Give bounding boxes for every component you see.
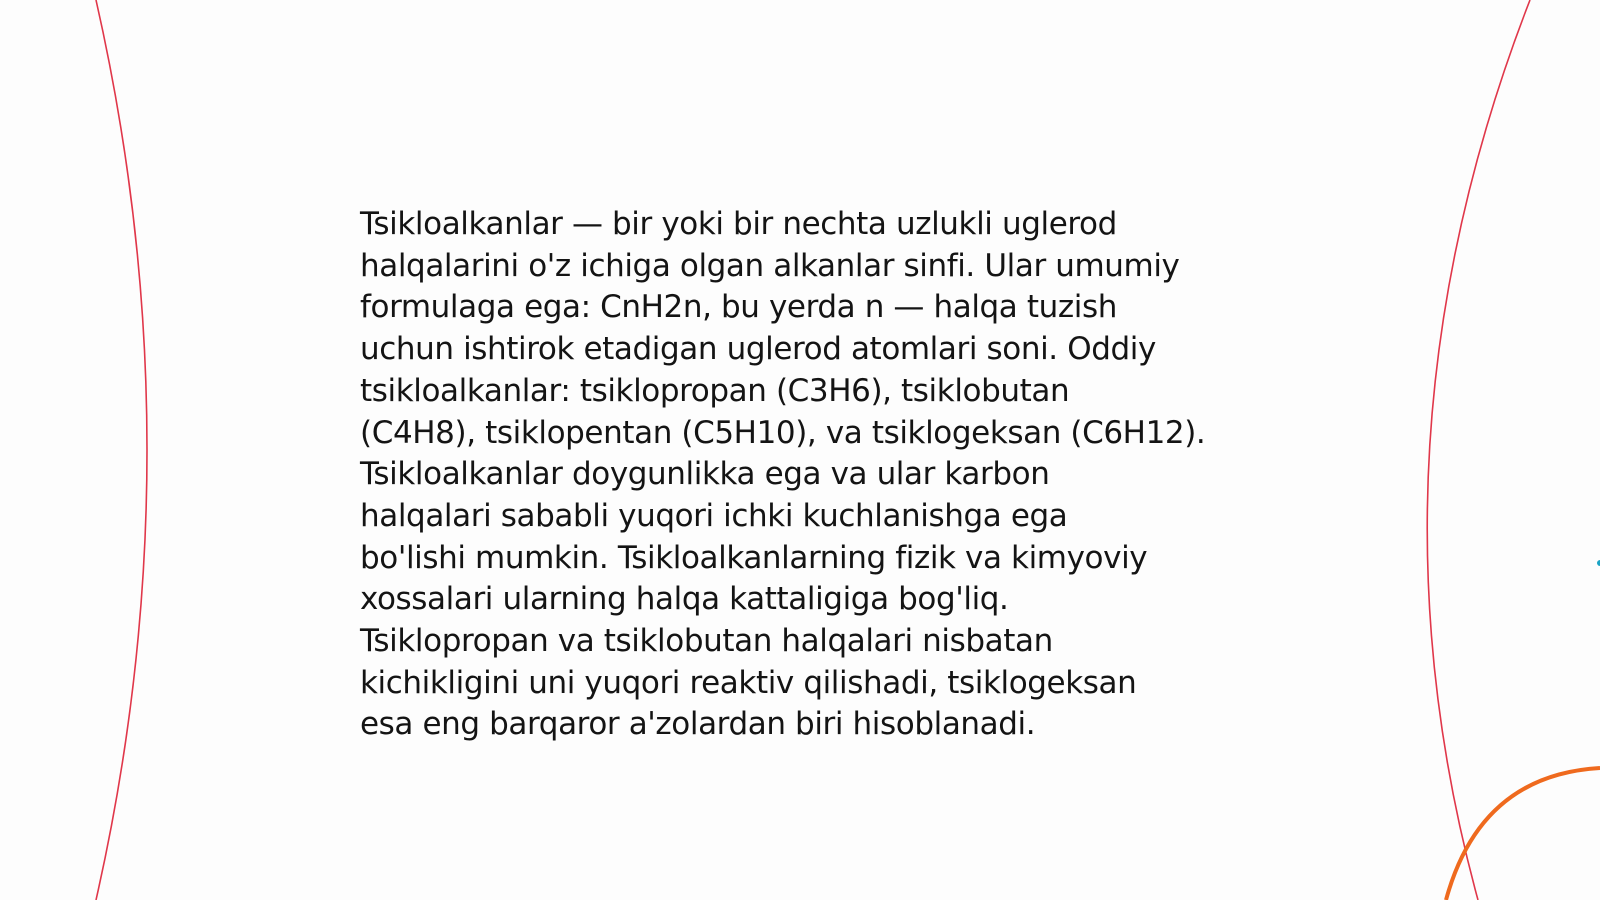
paragraph-line: halqalarini o'z ichiga olgan alkanlar sinfi. Ular umumiy: [360, 247, 1180, 284]
orange-arc: [1446, 768, 1600, 900]
paragraph-line: Tsiklopropan va tsiklobutan halqalari nisbatan: [360, 623, 1053, 660]
left-curve-line: [96, 0, 147, 900]
body-paragraph: [360, 204, 1260, 746]
paragraph-line: formulaga ega: CnH2n, bu yerda n — halqa tuzish: [360, 289, 1117, 326]
paragraph-line: uchun ishtirok etadigan uglerod atomlari soni. Oddiy: [360, 331, 1156, 368]
paragraph-line: esa eng barqaror a'zolardan biri hisoblanadi.: [360, 706, 1036, 743]
paragraph-line: Tsikloalkanlar — bir yoki bir nechta uzlukli uglerod: [360, 206, 1117, 242]
paragraph-line: xossalari ularning halqa kattaligiga bog'liq.: [360, 581, 1009, 618]
paragraph-line: (C4H8), tsiklopentan (C5H10), va tsiklogeksan (C6H12).: [360, 414, 1206, 451]
paragraph-line: bo'lishi mumkin. Tsikloalkanlarning fizik va kimyoviy: [360, 539, 1148, 576]
paragraph-line: kichikligini uni yuqori reaktiv qilishadi, tsiklogeksan: [360, 664, 1137, 701]
paragraph-line: tsikloalkanlar: tsiklopropan (C3H6), tsiklobutan: [360, 372, 1070, 409]
paragraph-line: Tsikloalkanlar doygunlikka ega va ular karbon: [360, 456, 1050, 493]
right-curve-line: [1427, 0, 1530, 900]
paragraph-line: halqalari sababli yuqori ichki kuchlanishga ega: [360, 497, 1068, 534]
